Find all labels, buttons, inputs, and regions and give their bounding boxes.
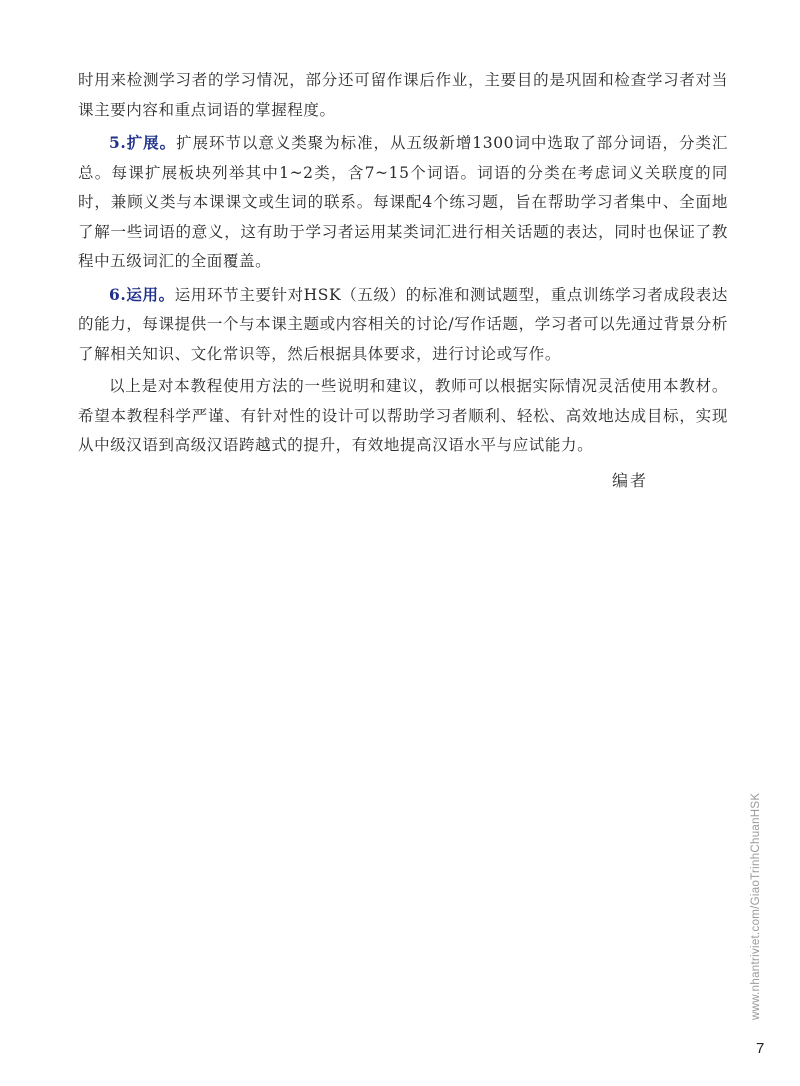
paragraph-text: 以上是对本教程使用方法的一些说明和建议，教师可以根据实际情况灵活使用本教材。希望本教程科学严谨、有针对性的设计可以帮助学习者顺利、轻松、高效地达成目标，实现从中级汉语到高级汉语跨越式的提升，有效地提高汉语水平与应试能力。 [78, 377, 728, 454]
paragraph-text: 时用来检测学习者的学习情况，部分还可留作课后作业，主要目的是巩固和检查学习者对当课主要内容和重点词语的掌握程度。 [78, 71, 728, 119]
document-body [78, 66, 728, 464]
paragraph-conclusion [78, 372, 728, 461]
watermark-url: www.nhantriviet.com/GiaoTrinhChuanHSK [750, 792, 762, 1020]
paragraph-continuation [78, 66, 728, 125]
editor-signature: 编者 [612, 471, 649, 490]
section-heading-application: 6.运用。 [109, 284, 175, 304]
page-number: 7 [756, 1040, 765, 1057]
paragraph-expansion [78, 128, 728, 277]
paragraph-text: 运用环节主要针对HSK（五级）的标准和测试题型，重点训练学习者成段表达的能力，每课提供一个与本课主题或内容相关的讨论/写作话题，学习者可以先通过背景分析了解相关知识、文化常识等，然后根据具体要求，进行讨论或写作。 [78, 285, 728, 363]
section-heading-expansion: 5.扩展。 [109, 133, 177, 152]
paragraph-text: 扩展环节以意义类聚为标准，从五级新增1300词中选取了部分词语，分类汇总。每课扩展板块列举其中1~2类，含7~15个词语。词语的分类在考虑词义关联度的同时，兼顾义类与本课课文或生词的联系。每课配4个练习题，旨在帮助学习者集中、全面地了解一些词语的意义，这有助于学习者运用某类词汇进行相关话题的表达，同时也保证了教程中五级词汇的全面覆盖。 [78, 134, 729, 270]
paragraph-application [78, 280, 728, 370]
